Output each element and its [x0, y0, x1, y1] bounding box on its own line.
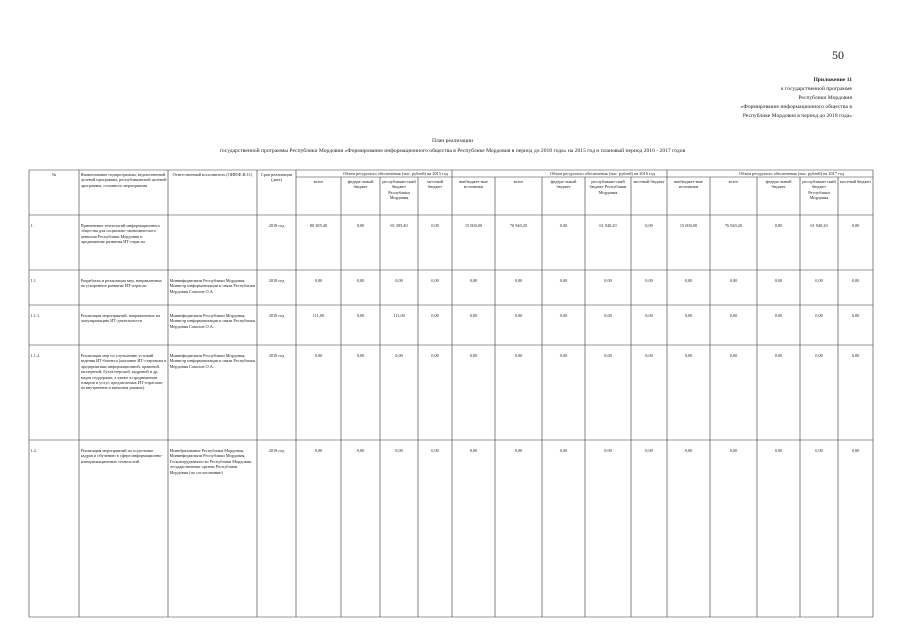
row-value: 0,00	[729, 278, 738, 283]
row-value: 0,00	[431, 278, 439, 283]
row-value: 0,00	[604, 313, 612, 318]
row-responsible: Минобразование Республики Мордовия, Мининформсвязи Республики Мордовия, Госкомтрудзанятости Республики Мордовия, государственные органы Республики Мордовия (по согласованию)	[169, 448, 252, 475]
row-value: 61 940,20	[810, 223, 828, 228]
row-deadline: 2018 год	[268, 313, 285, 318]
row-value: 0,00	[356, 223, 365, 228]
row-value: 0,00	[774, 353, 783, 358]
row-value: 0,00	[774, 223, 783, 228]
row-value: 0,00	[469, 313, 478, 318]
row-value: 0,00	[395, 278, 403, 283]
row-value: 0,00	[356, 353, 365, 358]
row-responsible: Мининформсвязи Республики Мордовия, Министр информатизации и связи Республики Мордовия Соколов О.А.	[169, 313, 255, 329]
row-name: Реализация мер по улучшению условий ведения ИТ-бизнеса (оказание ИТ-стартапам и предприятиям информационной, правовой, экспертной, бухгалтерской, кадровой и др. видов поддержки, а также в продвижении товаров и услуг, предлагаемых ИТ-отраслью, на внутреннем и внешнем рынках)	[80, 353, 167, 391]
row-value: 0,00	[604, 353, 612, 358]
row-deadline: 2018 год	[268, 278, 285, 283]
row-value: 15 000,00	[464, 223, 483, 228]
row-responsible: Мининформсвязи Республики Мордовия, Министр информатизации и связи Республики Мордовия Соколов О.А.	[169, 353, 255, 369]
row-value: 0,00	[469, 353, 478, 358]
header-sub-0: всего	[313, 179, 324, 184]
header-sub-4: внебюджет-ные источники	[459, 179, 488, 190]
row-value: 0,00	[774, 278, 783, 283]
row-value: 0,00	[645, 278, 653, 283]
page-number: 50	[832, 48, 844, 62]
row-value: 0,00	[431, 353, 439, 358]
row-value: 76 940,20	[509, 223, 528, 228]
row-value: 0,00	[314, 278, 323, 283]
header-sub-1: федера-льный бюджет	[765, 179, 792, 190]
header-sub-0: всего	[513, 179, 524, 184]
row-value: 0,00	[431, 223, 439, 228]
header-name: Наименование подпрограммы, ведомственной целевой программы, республиканской целевой программы, основного мероприятия	[80, 172, 167, 188]
header-sub-4: внебюджет-ные источники	[674, 179, 703, 190]
appendix-line-5: Республике Мордовия в период до 2018 года»	[742, 113, 852, 119]
row-value: 0,00	[684, 353, 693, 358]
row-value: 61 940,20	[599, 223, 617, 228]
row-value: 0,00	[559, 313, 568, 318]
row-num: 1.1	[30, 278, 36, 283]
row-value: 0,00	[514, 313, 523, 318]
row-deadline: 2018 год	[268, 448, 285, 453]
header-sub-2: республикан-ский бюджет Республики Мордовия	[382, 179, 416, 201]
header-sub-2: республикан-ский бюджет Республики Мордовия	[802, 179, 836, 201]
row-value: 0,00	[815, 448, 823, 453]
row-responsible	[170, 223, 256, 269]
row-value: 0,00	[851, 313, 860, 318]
row-name: Разработка и реализация мер, направленных на ускоренное развитие ИТ-отрасли	[80, 278, 162, 289]
row-num: 1.1.1.	[30, 313, 41, 318]
row-value: 0,00	[645, 223, 653, 228]
row-value: 0,00	[559, 448, 568, 453]
row-value: 0,00	[604, 448, 612, 453]
row-value: 0,00	[851, 223, 860, 228]
plan-title: План реализации	[431, 138, 474, 144]
row-value: 0,00	[684, 448, 693, 453]
row-value: 0,00	[851, 448, 860, 453]
row-value: 0,00	[395, 448, 403, 453]
header-sub-3: местный бюджет	[839, 179, 872, 184]
row-value: 0,00	[469, 448, 478, 453]
row-value: 0,00	[559, 223, 568, 228]
row-value: 111,00	[393, 313, 405, 318]
header-sub-2: республикан-ский бюджет Республики Мордовия	[589, 179, 627, 195]
header-year-2016: Объем ресурсного обеспечения (тыс. рублей) на 2016 год	[550, 171, 655, 176]
row-num: 1.2.	[30, 448, 37, 453]
appendix-line-1: Приложение 11	[813, 77, 852, 83]
row-num: 1.1.2.	[30, 353, 41, 358]
row-name: Применение технологий информационного общества для социально-экономического развития Республики Мордовия и продвижение развития ИТ-отрасли	[80, 223, 160, 245]
row-value: 65 385,40	[390, 223, 408, 228]
row-value: 0,00	[431, 313, 439, 318]
row-name: Реализация мероприятий, направленных на популяризацию ИТ-деятельности	[80, 313, 161, 324]
row-value: 0,00	[645, 353, 653, 358]
header-responsible: Ответственный исполнитель (ОИВ/Ф.И.О.)	[172, 172, 253, 177]
row-value: 0,00	[851, 353, 860, 358]
header-sub-1: федера-льный бюджет	[347, 179, 374, 190]
row-value: 0,00	[645, 313, 653, 318]
row-name: Реализация мероприятий по подготовке кадров и обучению в сфере информационно-коммуникационных технологий	[80, 448, 163, 464]
row-value: 15 000,00	[679, 223, 698, 228]
row-value: 0,00	[469, 278, 478, 283]
header-sub-0: всего	[728, 179, 739, 184]
row-deadline: 2018 год	[268, 223, 285, 228]
row-value: 0,00	[729, 448, 738, 453]
row-value: 111,00	[312, 313, 325, 318]
row-value: 0,00	[559, 353, 568, 358]
appendix-line-3: Республики Мордовия	[798, 95, 852, 101]
row-value: 80 385,40	[309, 223, 328, 228]
row-value: 0,00	[684, 313, 693, 318]
row-value: 0,00	[815, 353, 823, 358]
row-value: 0,00	[356, 448, 365, 453]
row-value: 0,00	[815, 278, 823, 283]
row-value: 0,00	[851, 278, 860, 283]
header-sub-3: местный бюджет	[633, 179, 665, 184]
row-value: 0,00	[514, 448, 523, 453]
row-value: 0,00	[774, 313, 783, 318]
row-responsible: Мининформсвязи Республики Мордовия, Министр информатизации и связи Республики Мордовия Соколов О.А.	[169, 278, 255, 294]
row-value: 0,00	[356, 313, 365, 318]
appendix-line-4: «Формирование информационного общества в	[740, 104, 852, 110]
row-value: 0,00	[774, 448, 783, 453]
row-num: 1.	[30, 223, 34, 228]
row-value: 0,00	[431, 448, 439, 453]
appendix-line-2: к государственной программе	[780, 86, 852, 92]
row-value: 0,00	[314, 353, 323, 358]
header-sub-1: федера-льный бюджет	[550, 179, 577, 190]
row-value: 0,00	[514, 353, 523, 358]
row-value: 0,00	[514, 278, 523, 283]
row-value: 0,00	[815, 313, 823, 318]
row-value: 76 940,20	[724, 223, 743, 228]
row-value: 0,00	[314, 448, 323, 453]
row-value: 0,00	[604, 278, 612, 283]
row-value: 0,00	[559, 278, 568, 283]
header-sub-3: местный бюджет	[426, 179, 443, 190]
row-value: 0,00	[356, 278, 365, 283]
header-year-2015: Объем ресурсного обеспечения (тыс. рублей) на 2015 год	[343, 171, 448, 176]
row-deadline: 2018 год	[268, 353, 285, 358]
row-value: 0,00	[729, 353, 738, 358]
header-year-2017: Объем ресурсного обеспечения (тыс. рублей) на 2017 год	[739, 171, 844, 176]
row-value: 0,00	[395, 353, 403, 358]
row-value: 0,00	[645, 448, 653, 453]
row-value: 0,00	[684, 278, 693, 283]
header-num: №	[51, 172, 57, 177]
header-deadline: Срок реализации (дата)	[260, 172, 293, 183]
plan-subtitle: государственной программы Республики Мордовия «Формирование информационного общества в Республике Мордовия в период до 2018 года» на 2015 год и плановый период 2016 - 2017 годов	[219, 148, 686, 154]
row-value: 0,00	[729, 313, 738, 318]
